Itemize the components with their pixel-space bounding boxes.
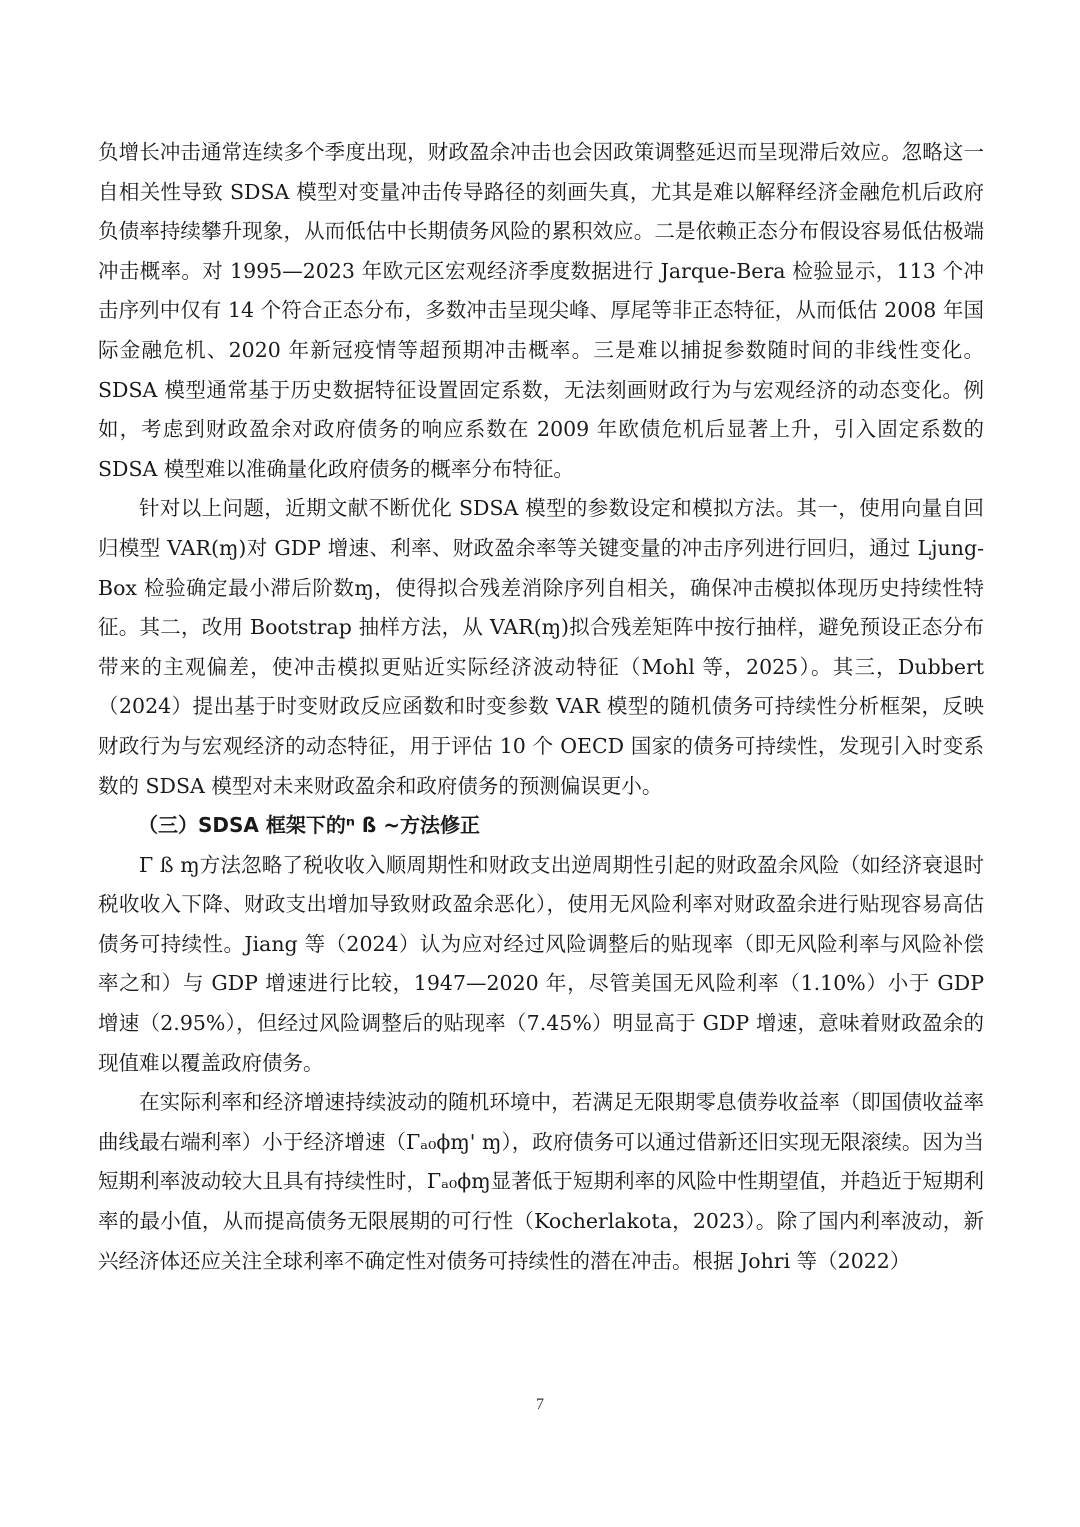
paragraph-stochastic-environment: 在实际利率和经济增速持续波动的随机环境中，若满足无限期零息债券收益率（即国债收益率曲线最右端利率）小于经济增速（Γₐ₀ϕɱ' ɱ），政府债务可以通过借新还旧实现无限滚续。因为当短期利率波动较大且具有持续性时，Γₐ₀ϕɱ显著低于短期利率的风险中性期望值，并趋近于短期利率的最小值，从而提高债务无限展期的可行性（Kocherlakota，2023）。除了国内利率波动，新兴经济体还应关注全球利率不确定性对债务可持续性的潜在冲击。根据 Johri 等（2022） bbox=[98, 1090, 984, 1273]
paragraph-continuation: 负增长冲击通常连续多个季度出现，财政盈余冲击也会因政策调整延迟而呈现滞后效应。忽略这一自相关性导致 SDSA 模型对变量冲击传导路径的刻画失真，尤其是难以解释经济金融危机后政府负债率持续攀升现象，从而低估中长期债务风险的累积效应。二是依赖正态分布假设容易低估极端冲击概率。对 1995—2023 年欧元区宏观经济季度数据进行 Jarque-Bera 检验显示，113 个冲击序列中仅有 14 个符合正态分布，多数冲击呈现尖峰、厚尾等非正态特征，从而低估 2008 年国际金融危机、2020 年新冠疫情等超预期冲击概率。三是难以捕捉参数随时间的非线性变化。SDSA 模型通常基于历史数据特征设置固定系数，无法刻画财政行为与宏观经济的动态变化。例如，考虑到财政盈余对政府债务的响应系数在 2009 年欧债危机后显著上升，引入固定系数的 SDSA 模型难以准确量化政府债务的概率分布特征。 bbox=[98, 140, 984, 481]
page-number: 7 bbox=[536, 1396, 544, 1413]
paragraph-sdsa-optimization: 针对以上问题，近期文献不断优化 SDSA 模型的参数设定和模拟方法。其一，使用向量自回归模型 VAR(ɱ)对 GDP 增速、利率、财政盈余率等关键变量的冲击序列进行回归，通过 Ljung-Box 检验确定最小滞后阶数ɱ，使得拟合残差消除序列自相关，确保冲击模拟体现历史持续性特征。其二，改用 Bootstrap 抽样方法，从 VAR(ɱ)拟合残差矩阵中按行抽样，避免预设正态分布带来的主观偏差，使冲击模拟更贴近实际经济波动特征（Mohl 等，2025）。其三，Dubbert（2024）提出基于时变财政反应函数和时变参数 VAR 模型的随机债务可持续性分析框架，反映财政行为与宏观经济的动态特征，用于评估 10 个 OECD 国家的债务可持续性，发现引入时变系数的 SDSA 模型对未来财政盈余和政府债务的预测偏误更小。 bbox=[98, 496, 984, 798]
document-body bbox=[98, 133, 984, 1281]
paragraph-risk-discount: Γ ß ɱ方法忽略了税收收入顺周期性和财政支出逆周期性引起的财政盈余风险（如经济衰退时税收收入下降、财政支出增加导致财政盈余恶化），使用无风险利率对财政盈余进行贴现容易高估债务可持续性。Jiang 等（2024）认为应对经过风险调整后的贴现率（即无风险利率与风险补偿率之和）与 GDP 增速进行比较，1947—2020 年，尽管美国无风险利率（1.10%）小于 GDP 增速（2.95%），但经过风险调整后的贴现率（7.45%）明显高于 GDP 增速，意味着财政盈余的现值难以覆盖政府债务。 bbox=[98, 852, 984, 1075]
section-heading: （三）SDSA 框架下的ⁿ ß ~方法修正 bbox=[138, 813, 481, 838]
